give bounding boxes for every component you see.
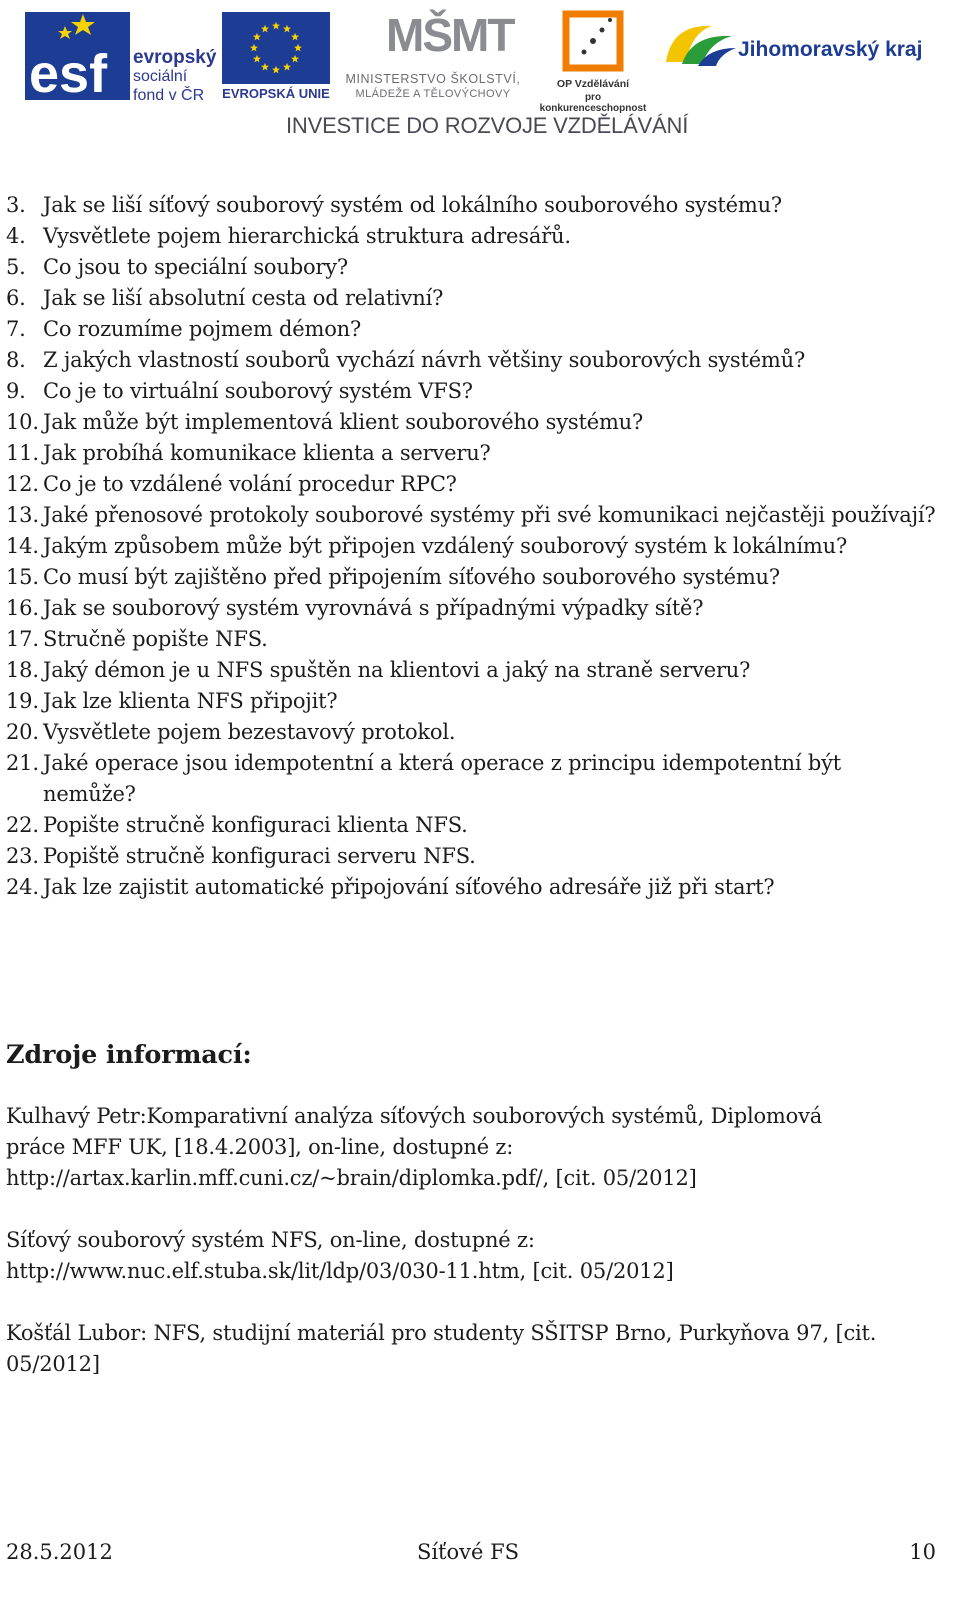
question-item: [6, 221, 936, 252]
question-text: Vysvětlete pojem hierarchická struktura adresářů.: [43, 224, 571, 248]
jmk-emblem-icon: [662, 14, 738, 74]
question-item: [6, 624, 936, 655]
question-number: 5.: [6, 255, 26, 279]
source-line: http://artax.karlin.mff.cuni.cz/~brain/diplomka.pdf/, [cit. 05/2012]: [6, 1166, 697, 1190]
question-item: [6, 810, 936, 841]
question-item: [6, 252, 936, 283]
question-text: Co musí být zajištěno před připojením síťového souborového systému?: [43, 565, 780, 589]
question-text: Z jakých vlastností souborů vychází návrh většiny souborových systémů?: [43, 348, 806, 372]
question-text: Jak lze zajistit automatické připojování síťového adresáře již při start?: [43, 875, 775, 899]
eu-star-icon: [272, 66, 280, 74]
investice-tagline: INVESTICE DO ROZVOJE VZDĚLÁVÁNÍ: [286, 113, 689, 138]
eu-logo: [222, 12, 330, 100]
question-item: [6, 717, 936, 748]
question-text: Co je to virtuální souborový systém VFS?: [43, 379, 473, 403]
question-item: [6, 500, 936, 531]
esf-wordmark: [133, 48, 216, 105]
question-item: [6, 345, 936, 376]
esf-emblem-icon: [25, 12, 130, 100]
question-text: Co jsou to speciální soubory?: [43, 255, 348, 279]
eu-star-icon: [253, 55, 261, 63]
eu-star-icon: [253, 33, 261, 41]
question-number: 11.: [6, 441, 39, 465]
question-number: 10.: [6, 410, 39, 434]
question-number: 4.: [6, 224, 26, 248]
question-number: 8.: [6, 348, 26, 372]
msmt-line1: MINISTERSTVO ŠKOLSTVÍ,: [345, 72, 521, 86]
op-line1: OP Vzdělávání: [556, 78, 630, 90]
question-text: Jak probíhá komunikace klienta a serveru?: [43, 441, 491, 465]
question-number: 24.: [6, 875, 39, 899]
op-emblem-icon: [532, 8, 654, 76]
source-line: Kulhavý Petr:Komparativní analýza síťových souborových systémů, Diplomová: [6, 1104, 823, 1128]
op-logo: [532, 8, 654, 114]
question-number: 23.: [6, 844, 39, 868]
msmt-line2: MLÁDEŽE A TĚLOVÝCHOVY: [355, 88, 511, 100]
question-item: [6, 190, 936, 221]
header-logo-bar: [0, 0, 960, 150]
question-text: Jak se souborový systém vyrovnává s případnými výpadky sítě?: [43, 596, 704, 620]
esf-logo: [25, 12, 217, 104]
question-text: Stručně popište NFS.: [43, 627, 268, 651]
question-number: 20.: [6, 720, 39, 744]
question-number: 17.: [6, 627, 39, 651]
question-text: Jak lze klienta NFS připojit?: [43, 689, 338, 713]
question-number: 22.: [6, 813, 39, 837]
question-number: 13.: [6, 503, 39, 527]
question-number: 15.: [6, 565, 39, 589]
eu-label: EVROPSKÁ UNIE: [222, 86, 330, 101]
source-line: Košťál Lubor: NFS, studijní materiál pro studenty SŠITSP Brno, Purkyňova 97, [cit.: [6, 1321, 877, 1345]
question-text: Jakým způsobem může být připojen vzdálený souborový systém k lokálnímu?: [43, 534, 848, 558]
page-number: 10: [909, 1540, 936, 1564]
jmk-label: Jihomoravský kraj: [738, 38, 923, 61]
question-text: Jaké operace jsou idempotentní a která operace z principu idempotentní být nemůže?: [43, 751, 841, 806]
svg-text:esf: esf: [29, 44, 108, 100]
question-item: [6, 283, 936, 314]
eu-star-icon: [261, 63, 269, 71]
sources-heading: Zdroje informací:: [6, 1040, 252, 1070]
eu-star-icon: [283, 25, 291, 33]
question-item: [6, 748, 936, 810]
question-number: 19.: [6, 689, 39, 713]
question-text: Jak se liší absolutní cesta od relativní?: [43, 286, 444, 310]
source-line: práce MFF UK, [18.4.2003], on-line, dostupné z:: [6, 1135, 514, 1159]
question-item: [6, 531, 936, 562]
question-item: [6, 314, 936, 345]
question-text: Vysvětlete pojem bezestavový protokol.: [43, 720, 456, 744]
source-line: 05/2012]: [6, 1352, 100, 1376]
question-item: [6, 438, 936, 469]
question-text: Jak se liší síťový souborový systém od lokálního souborového systému?: [43, 193, 782, 217]
eu-star-icon: [272, 22, 280, 30]
question-item: [6, 655, 936, 686]
question-number: 7.: [6, 317, 26, 341]
esf-line3: fond v ČR: [133, 87, 205, 104]
question-number: 6.: [6, 286, 26, 310]
question-item: [6, 376, 936, 407]
question-number: 18.: [6, 658, 39, 682]
question-number: 12.: [6, 472, 39, 496]
question-item: [6, 841, 936, 872]
footer-title: Síťové FS: [416, 1540, 520, 1564]
question-item: [6, 593, 936, 624]
question-number: 16.: [6, 596, 39, 620]
op-line2: pro konkurenceschopnost: [539, 92, 647, 114]
question-text: Co je to vzdálené volání procedur RPC?: [43, 472, 457, 496]
question-item: [6, 469, 936, 500]
source-line: Síťový souborový systém NFS, on-line, dostupné z:: [6, 1228, 535, 1252]
eu-star-icon: [291, 55, 299, 63]
esf-line2: sociální: [133, 68, 188, 85]
question-item: [6, 407, 936, 438]
eu-star-icon: [250, 44, 258, 52]
question-text: Jaké přenosové protokoly souborové systémy při své komunikaci nejčastěji používají?: [43, 503, 936, 527]
question-number: 3.: [6, 193, 26, 217]
source-item: [6, 1318, 926, 1380]
esf-line1: evropský: [133, 47, 217, 68]
question-item: [6, 872, 936, 903]
eu-stars-icon: [222, 12, 330, 84]
source-item: [6, 1225, 926, 1287]
eu-star-icon: [283, 63, 291, 71]
question-text: Popiště stručně konfiguraci serveru NFS.: [43, 844, 476, 868]
source-line: http://www.nuc.elf.stuba.sk/lit/ldp/03/030-11.htm, [cit. 05/2012]: [6, 1259, 674, 1283]
source-item: [6, 1101, 926, 1194]
msmt-mark: MŠMT: [386, 9, 514, 61]
page-footer: [0, 1540, 960, 1570]
question-text: Jaký démon je u NFS spuštěn na klientovi a jaký na straně serveru?: [43, 658, 751, 682]
question-number: 21.: [6, 751, 39, 775]
question-text: Popište stručně konfiguraci klienta NFS.: [43, 813, 468, 837]
eu-star-icon: [261, 25, 269, 33]
eu-star-icon: [294, 44, 302, 52]
msmt-logo: [338, 8, 528, 103]
eu-flag-icon: [222, 12, 330, 84]
questions-list: [6, 190, 936, 903]
question-number: 14.: [6, 534, 39, 558]
question-text: Co rozumíme pojmem démon?: [43, 317, 362, 341]
eu-star-icon: [291, 33, 299, 41]
footer-date: 28.5.2012: [6, 1540, 113, 1564]
question-item: [6, 562, 936, 593]
jmk-logo: [662, 14, 932, 74]
question-number: 9.: [6, 379, 26, 403]
question-item: [6, 686, 936, 717]
question-text: Jak může být implementová klient souborového systému?: [43, 410, 644, 434]
